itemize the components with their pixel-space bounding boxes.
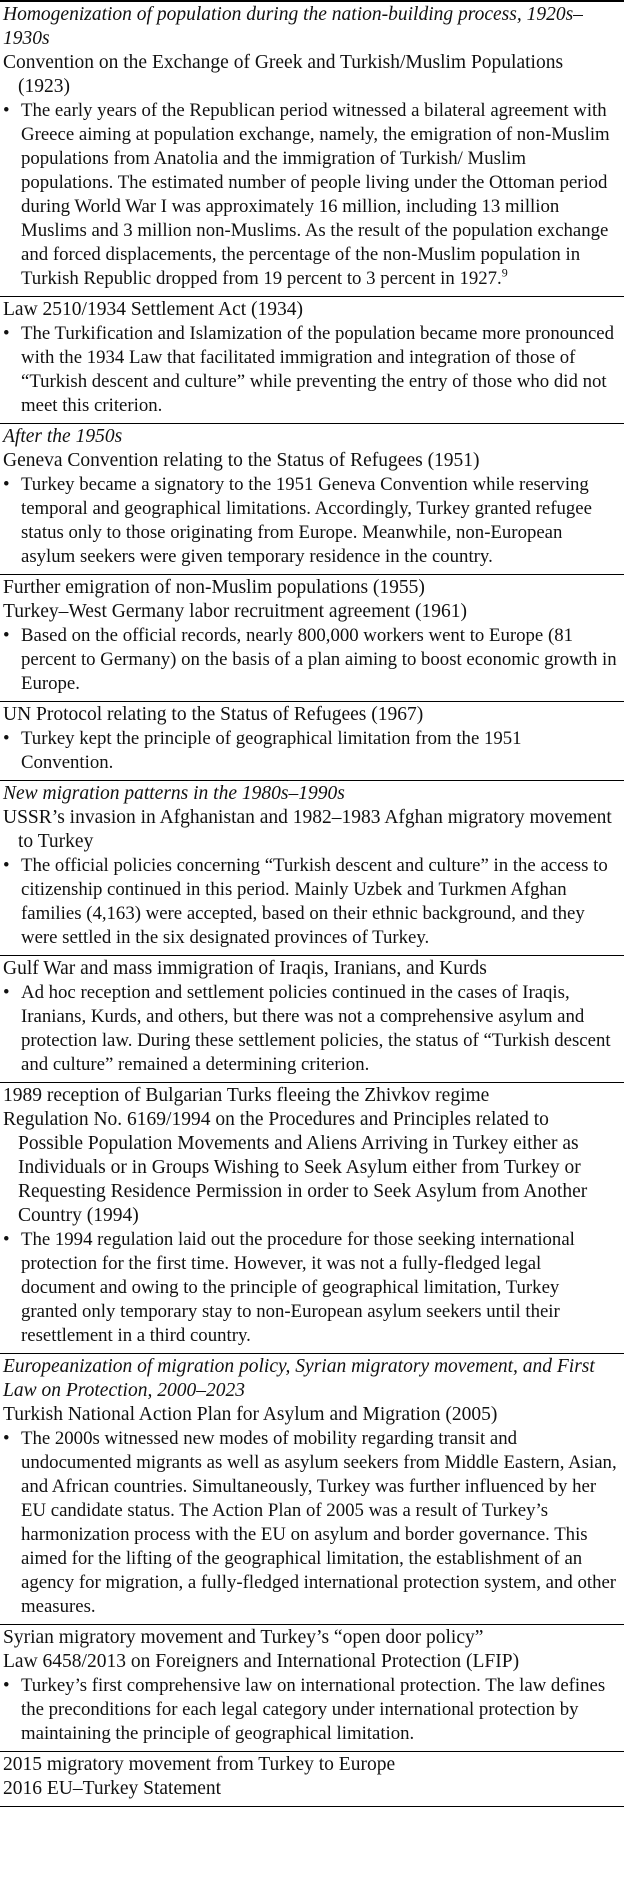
bullet-note xyxy=(3,1228,618,1348)
bullet-note xyxy=(3,322,618,418)
timeline-block-1920s-1930s xyxy=(0,2,624,297)
timeline-block-eu-turkey-statement xyxy=(0,1752,624,1806)
timeline-block-un-protocol xyxy=(0,702,624,781)
period-heading: New migration patterns in the 1980s–1990s xyxy=(3,783,345,804)
bullet-icon: • xyxy=(3,1675,10,1696)
bullet-text: The 1994 regulation laid out the procedure for those seeking international protection for the first time. However, it was not a fully-fledged legal document and owing to the principle of geographical limitation, Turkey granted only temporary stay to non-European asylum seekers until their resettlement in a third country. xyxy=(21,1229,575,1346)
timeline-block-1980s-1990s xyxy=(0,781,624,956)
timeline-block-gulf-war xyxy=(0,956,624,1083)
event-entry: Turkey–West Germany labor recruitment agreement (1961) xyxy=(3,601,467,622)
bullet-icon: • xyxy=(3,982,10,1003)
period-heading: Homogenization of population during the nation-building process, 1920s–1930s xyxy=(3,4,583,49)
event-entry: Geneva Convention relating to the Status of Refugees (1951) xyxy=(3,450,480,471)
period-heading: After the 1950s xyxy=(3,426,123,447)
bullet-icon: • xyxy=(3,625,10,646)
bullet-note xyxy=(3,981,618,1077)
timeline-block-regulation-1994 xyxy=(0,1083,624,1354)
bullet-text: The 2000s witnessed new modes of mobility regarding transit and undocumented migrants as well as asylum seekers from Middle Eastern, Asian, and African countries. Simultaneously, Turkey was further influenced by her EU candidate status. The Action Plan of 2005 was a result of Turkey’s harmonization process with the EU on asylum and border governance. This aimed for the lifting of the geographical limitation, the establishment of an agency for migration, a fully-fledged international protection system, and other measures. xyxy=(21,1428,617,1617)
event-entry: Further emigration of non-Muslim populations (1955) xyxy=(3,577,425,598)
bullet-text: The Turkification and Islamization of the population became more pronounced with the 1934 Law that facilitated immigration and integration of those of “Turkish descent and culture” while preventing the entry of those who did not meet this criterion. xyxy=(21,323,615,416)
event-entry: Law 6458/2013 on Foreigners and International Protection (LFIP) xyxy=(3,1651,520,1672)
bullet-icon: • xyxy=(3,1428,10,1449)
bullet-text: The early years of the Republican period witnessed a bilateral agreement with Greece aiming at population exchange, namely, the emigration of non-Muslim populations from Anatolia and the immigration of Turkish/ Muslim populations. The estimated number of people living under the Ottoman period during World War I was approximately 16 million, including 13 million Muslims and 3 million non-Muslims. As the result of the population exchange and forced displacements, the percentage of the non-Muslim population in Turkish Republic dropped from 19 percent to 3 percent in 1927. xyxy=(21,100,610,289)
timeline-block-2000-2023 xyxy=(0,1354,624,1625)
event-entry: UN Protocol relating to the Status of Refugees (1967) xyxy=(3,704,424,725)
bullet-icon: • xyxy=(3,855,10,876)
bullet-icon: • xyxy=(3,474,10,495)
event-entry: Convention on the Exchange of Greek and Turkish/Muslim Populations (1923) xyxy=(3,52,564,97)
bullet-text: Based on the official records, nearly 800,000 workers went to Europe (81 percent to Germany) on the basis of a plan aiming to boost economic growth in Europe. xyxy=(21,625,617,694)
bullet-text: Ad hoc reception and settlement policies continued in the cases of Iraqis, Iranians, Kurds, and others, but there was not a comprehensive asylum and protection law. During these settlement policies, the status of “Turkish descent and culture” remained a determining criterion. xyxy=(21,982,611,1075)
bullet-text: The official policies concerning “Turkish descent and culture” in the access to citizenship continued in this period. Mainly Uzbek and Turkmen Afghan families (4,163) were accepted, based on their ethnic background, and they were settled in the six designated provinces of Turkey. xyxy=(21,855,608,948)
event-entry: Gulf War and mass immigration of Iraqis, Iranians, and Kurds xyxy=(3,958,487,979)
bullet-note xyxy=(3,624,618,696)
bullet-text: Turkey’s first comprehensive law on international protection. The law defines the preconditions for each legal category under international protection by maintaining the principle of geographical limitation. xyxy=(21,1675,606,1744)
bullet-note xyxy=(3,473,618,569)
bullet-icon: • xyxy=(3,100,10,121)
event-entry: Syrian migratory movement and Turkey’s “open door policy” xyxy=(3,1627,484,1648)
timeline-block-lfip xyxy=(0,1625,624,1752)
bullet-text: Turkey became a signatory to the 1951 Geneva Convention while reserving temporal and geographical limitations. Accordingly, Turkey granted refugee status only to those originating from Europe. Meanwhile, non-European asylum seekers were given temporary residence in the country. xyxy=(21,474,592,567)
timeline-block-settlement-act xyxy=(0,297,624,424)
bullet-note xyxy=(3,99,618,291)
timeline-block-labor-recruitment xyxy=(0,575,624,702)
bullet-note xyxy=(3,1427,618,1619)
bullet-icon: • xyxy=(3,323,10,344)
event-entry: Regulation No. 6169/1994 on the Procedures and Principles related to Possible Population Movements and Aliens Arriving in Turkey either as Individuals or in Groups Wishing to Seek Asylum either from Turkey or Requesting Residence Permission in order to Seek Asylum from Another Country (1994) xyxy=(3,1109,588,1226)
event-entry: 1989 reception of Bulgarian Turks fleeing the Zhivkov regime xyxy=(3,1085,490,1106)
event-entry: 2015 migratory movement from Turkey to Europe xyxy=(3,1754,396,1775)
bullet-note xyxy=(3,1674,618,1746)
event-entry: Law 2510/1934 Settlement Act (1934) xyxy=(3,299,304,320)
event-entry: Turkish National Action Plan for Asylum and Migration (2005) xyxy=(3,1404,498,1425)
event-entry: 2016 EU–Turkey Statement xyxy=(3,1778,222,1799)
timeline-block-after-1950s xyxy=(0,424,624,575)
bullet-icon: • xyxy=(3,728,10,749)
bullet-text: Turkey kept the principle of geographical limitation from the 1951 Convention. xyxy=(21,728,522,773)
period-heading: Europeanization of migration policy, Syrian migratory movement, and First Law on Protection, 2000–2023 xyxy=(3,1356,595,1401)
bullet-note xyxy=(3,727,618,775)
event-entry: USSR’s invasion in Afghanistan and 1982–1983 Afghan migratory movement to Turkey xyxy=(3,807,612,852)
bullet-icon: • xyxy=(3,1229,10,1250)
bullet-note xyxy=(3,854,618,950)
footnote-marker: 9 xyxy=(501,265,508,280)
